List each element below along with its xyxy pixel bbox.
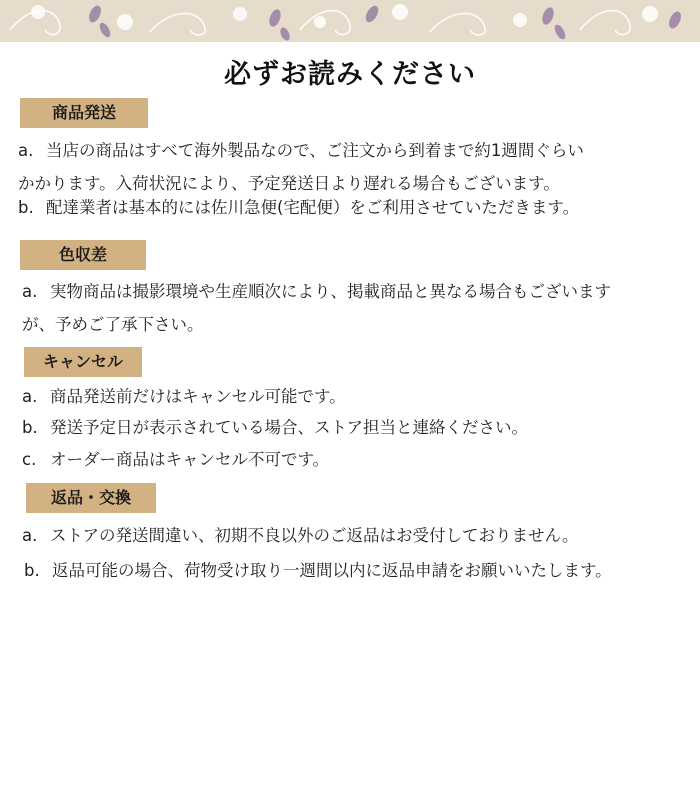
page-title: 必ずお読みください: [224, 59, 476, 90]
list-marker: a.: [22, 282, 38, 301]
list-text: 当店の商品はすべて海外製品なので、ご注文から到着まで約1週間ぐらい: [46, 141, 584, 160]
list-marker: a.: [22, 526, 38, 545]
list-text: 配達業者は基本的には佐川急便(宅配便）をご利用させていただきます。: [46, 198, 580, 217]
list-marker: a.: [18, 141, 34, 160]
list-item: [22, 522, 579, 546]
list-text: かかります。入荷状況により、予定発送日より遅れる場合もございます。: [18, 174, 560, 193]
list-text: 発送予定日が表示されている場合、ストア担当と連絡ください。: [50, 418, 529, 437]
floral-banner: [0, 0, 700, 42]
list-item: [18, 137, 584, 161]
section-label-color: 色収差: [20, 240, 146, 270]
list-text: 実物商品は撮影環境や生産順次により、掲載商品と異なる場合もございます: [50, 282, 611, 301]
list-item: [22, 414, 528, 438]
list-marker: c.: [22, 450, 37, 469]
list-item: [22, 278, 611, 302]
list-text: オーダー商品はキャンセル不可です。: [50, 450, 330, 469]
list-marker: b.: [18, 198, 34, 217]
list-marker: b.: [22, 418, 38, 437]
list-text: 商品発送前だけはキャンセル可能です。: [50, 387, 346, 406]
list-marker: b.: [24, 561, 40, 580]
list-text: が、予めご了承下さい。: [22, 315, 204, 334]
section-label-returns: 返品・交換: [26, 483, 156, 513]
section-label-shipping: 商品発送: [20, 98, 148, 128]
list-item-continuation: [18, 170, 560, 194]
floral-pattern-icon: [0, 0, 700, 42]
list-marker: a.: [22, 387, 38, 406]
list-text: 返品可能の場合、荷物受け取り一週間以内に返品申請をお願いいたします。: [52, 561, 612, 580]
list-item: [18, 194, 579, 218]
section-label-cancel: キャンセル: [24, 347, 142, 377]
list-item: [22, 446, 329, 470]
list-item: [24, 557, 612, 581]
list-text: ストアの発送間違い、初期不良以外のご返品はお受付しておりません。: [50, 526, 579, 545]
list-item-continuation: [22, 311, 204, 335]
list-item: [22, 383, 346, 407]
